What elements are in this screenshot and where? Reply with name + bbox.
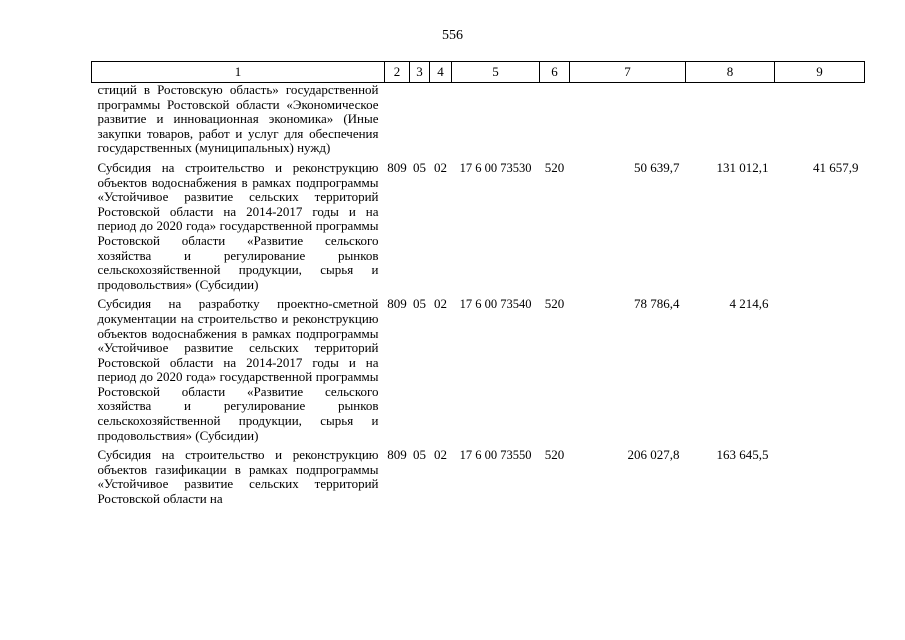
cell-target-article: 17 6 00 73540 bbox=[459, 297, 532, 312]
column-header-8: 8 bbox=[686, 62, 775, 83]
cell-expense-type: 520 bbox=[544, 159, 565, 175]
cell-ministry-code bbox=[385, 83, 410, 161]
cell-section: 05 bbox=[413, 296, 426, 312]
cell-subsection: 02 bbox=[434, 159, 447, 175]
table-row bbox=[92, 448, 865, 511]
table-row bbox=[92, 83, 865, 161]
cell-target-article: 17 6 00 73550 bbox=[459, 448, 532, 463]
column-header-5: 5 bbox=[452, 62, 540, 83]
cell-ministry-code: 809 bbox=[387, 447, 407, 463]
table-row bbox=[92, 297, 865, 448]
cell-ministry-code: 809 bbox=[387, 159, 407, 175]
cell-amount-year-3 bbox=[775, 297, 865, 448]
row-description: Субсидия на строительство и реконструкцию объектов газификации в рамках подпрограммы «Устойчивое развитие сельских территорий Ростовской области на bbox=[97, 447, 379, 507]
cell-subsection: 02 bbox=[434, 296, 447, 312]
row-description: Субсидия на строительство и реконструкцию объектов водоснабжения в рамках подпрограммы «Устойчивое развитие сельских территорий Ростовской области на 2014-2017 годы и на период до 2020 года» государственной программы Ростовской области «Развитие сельского хозяйства и регулирование рынков сельскохозяйственной продукции, сырья и продовольствия» (Субсидии) bbox=[97, 159, 379, 292]
cell-subsection bbox=[430, 83, 452, 161]
row-description: Субсидия на разработку проектно-сметной документации на строительство и реконструкцию объектов водоснабжения в рамках подпрограммы «Устойчивое развитие сельских территорий Ростовской области на 2014-2017 годы и на период до 2020 года» государственной программы Ростовской области «Развитие сельского хозяйства и регулирование рынков сельскохозяйственной продукции, сырья и продовольствия» (Субсидии) bbox=[97, 296, 379, 443]
column-header-6: 6 bbox=[540, 62, 570, 83]
cell-amount-year-2 bbox=[686, 83, 775, 161]
cell-amount-year-2: 131 012,1 bbox=[716, 159, 769, 175]
table-row bbox=[92, 161, 865, 297]
column-header-9: 9 bbox=[775, 62, 865, 83]
cell-amount-year-2: 4 214,6 bbox=[729, 296, 769, 312]
cell-amount-year-1: 78 786,4 bbox=[634, 296, 680, 312]
cell-target-article bbox=[452, 83, 540, 161]
cell-ministry-code: 809 bbox=[387, 296, 407, 312]
column-header-4: 4 bbox=[430, 62, 452, 83]
cell-amount-year-3: 41 657,9 bbox=[813, 159, 859, 175]
cell-section bbox=[410, 83, 430, 161]
cell-amount-year-2: 163 645,5 bbox=[716, 447, 769, 463]
row-description: стиций в Ростовскую область» государственной программы Ростовской области «Экономическое развитие и инновационная экономика» (Иные закупки товаров, работ и услуг для обеспечения государственных (муниципальных) нужд) bbox=[97, 82, 379, 156]
column-header-1: 1 bbox=[92, 62, 385, 83]
budget-table bbox=[91, 61, 865, 512]
cell-target-article: 17 6 00 73530 bbox=[459, 160, 532, 175]
cell-section: 05 bbox=[413, 159, 426, 175]
cell-amount-year-1: 50 639,7 bbox=[634, 159, 680, 175]
page-number: 556 bbox=[442, 28, 463, 43]
cell-expense-type bbox=[540, 83, 570, 161]
cell-amount-year-1 bbox=[570, 83, 686, 161]
cell-expense-type: 520 bbox=[544, 296, 565, 312]
cell-amount-year-3 bbox=[775, 448, 865, 511]
cell-subsection: 02 bbox=[434, 447, 447, 463]
cell-amount-year-1: 206 027,8 bbox=[627, 447, 680, 463]
column-header-3: 3 bbox=[410, 62, 430, 83]
cell-expense-type: 520 bbox=[544, 447, 565, 463]
column-number-header-row bbox=[92, 62, 865, 83]
cell-section: 05 bbox=[413, 447, 426, 463]
column-header-7: 7 bbox=[570, 62, 686, 83]
cell-amount-year-3 bbox=[775, 83, 865, 161]
column-header-2: 2 bbox=[385, 62, 410, 83]
